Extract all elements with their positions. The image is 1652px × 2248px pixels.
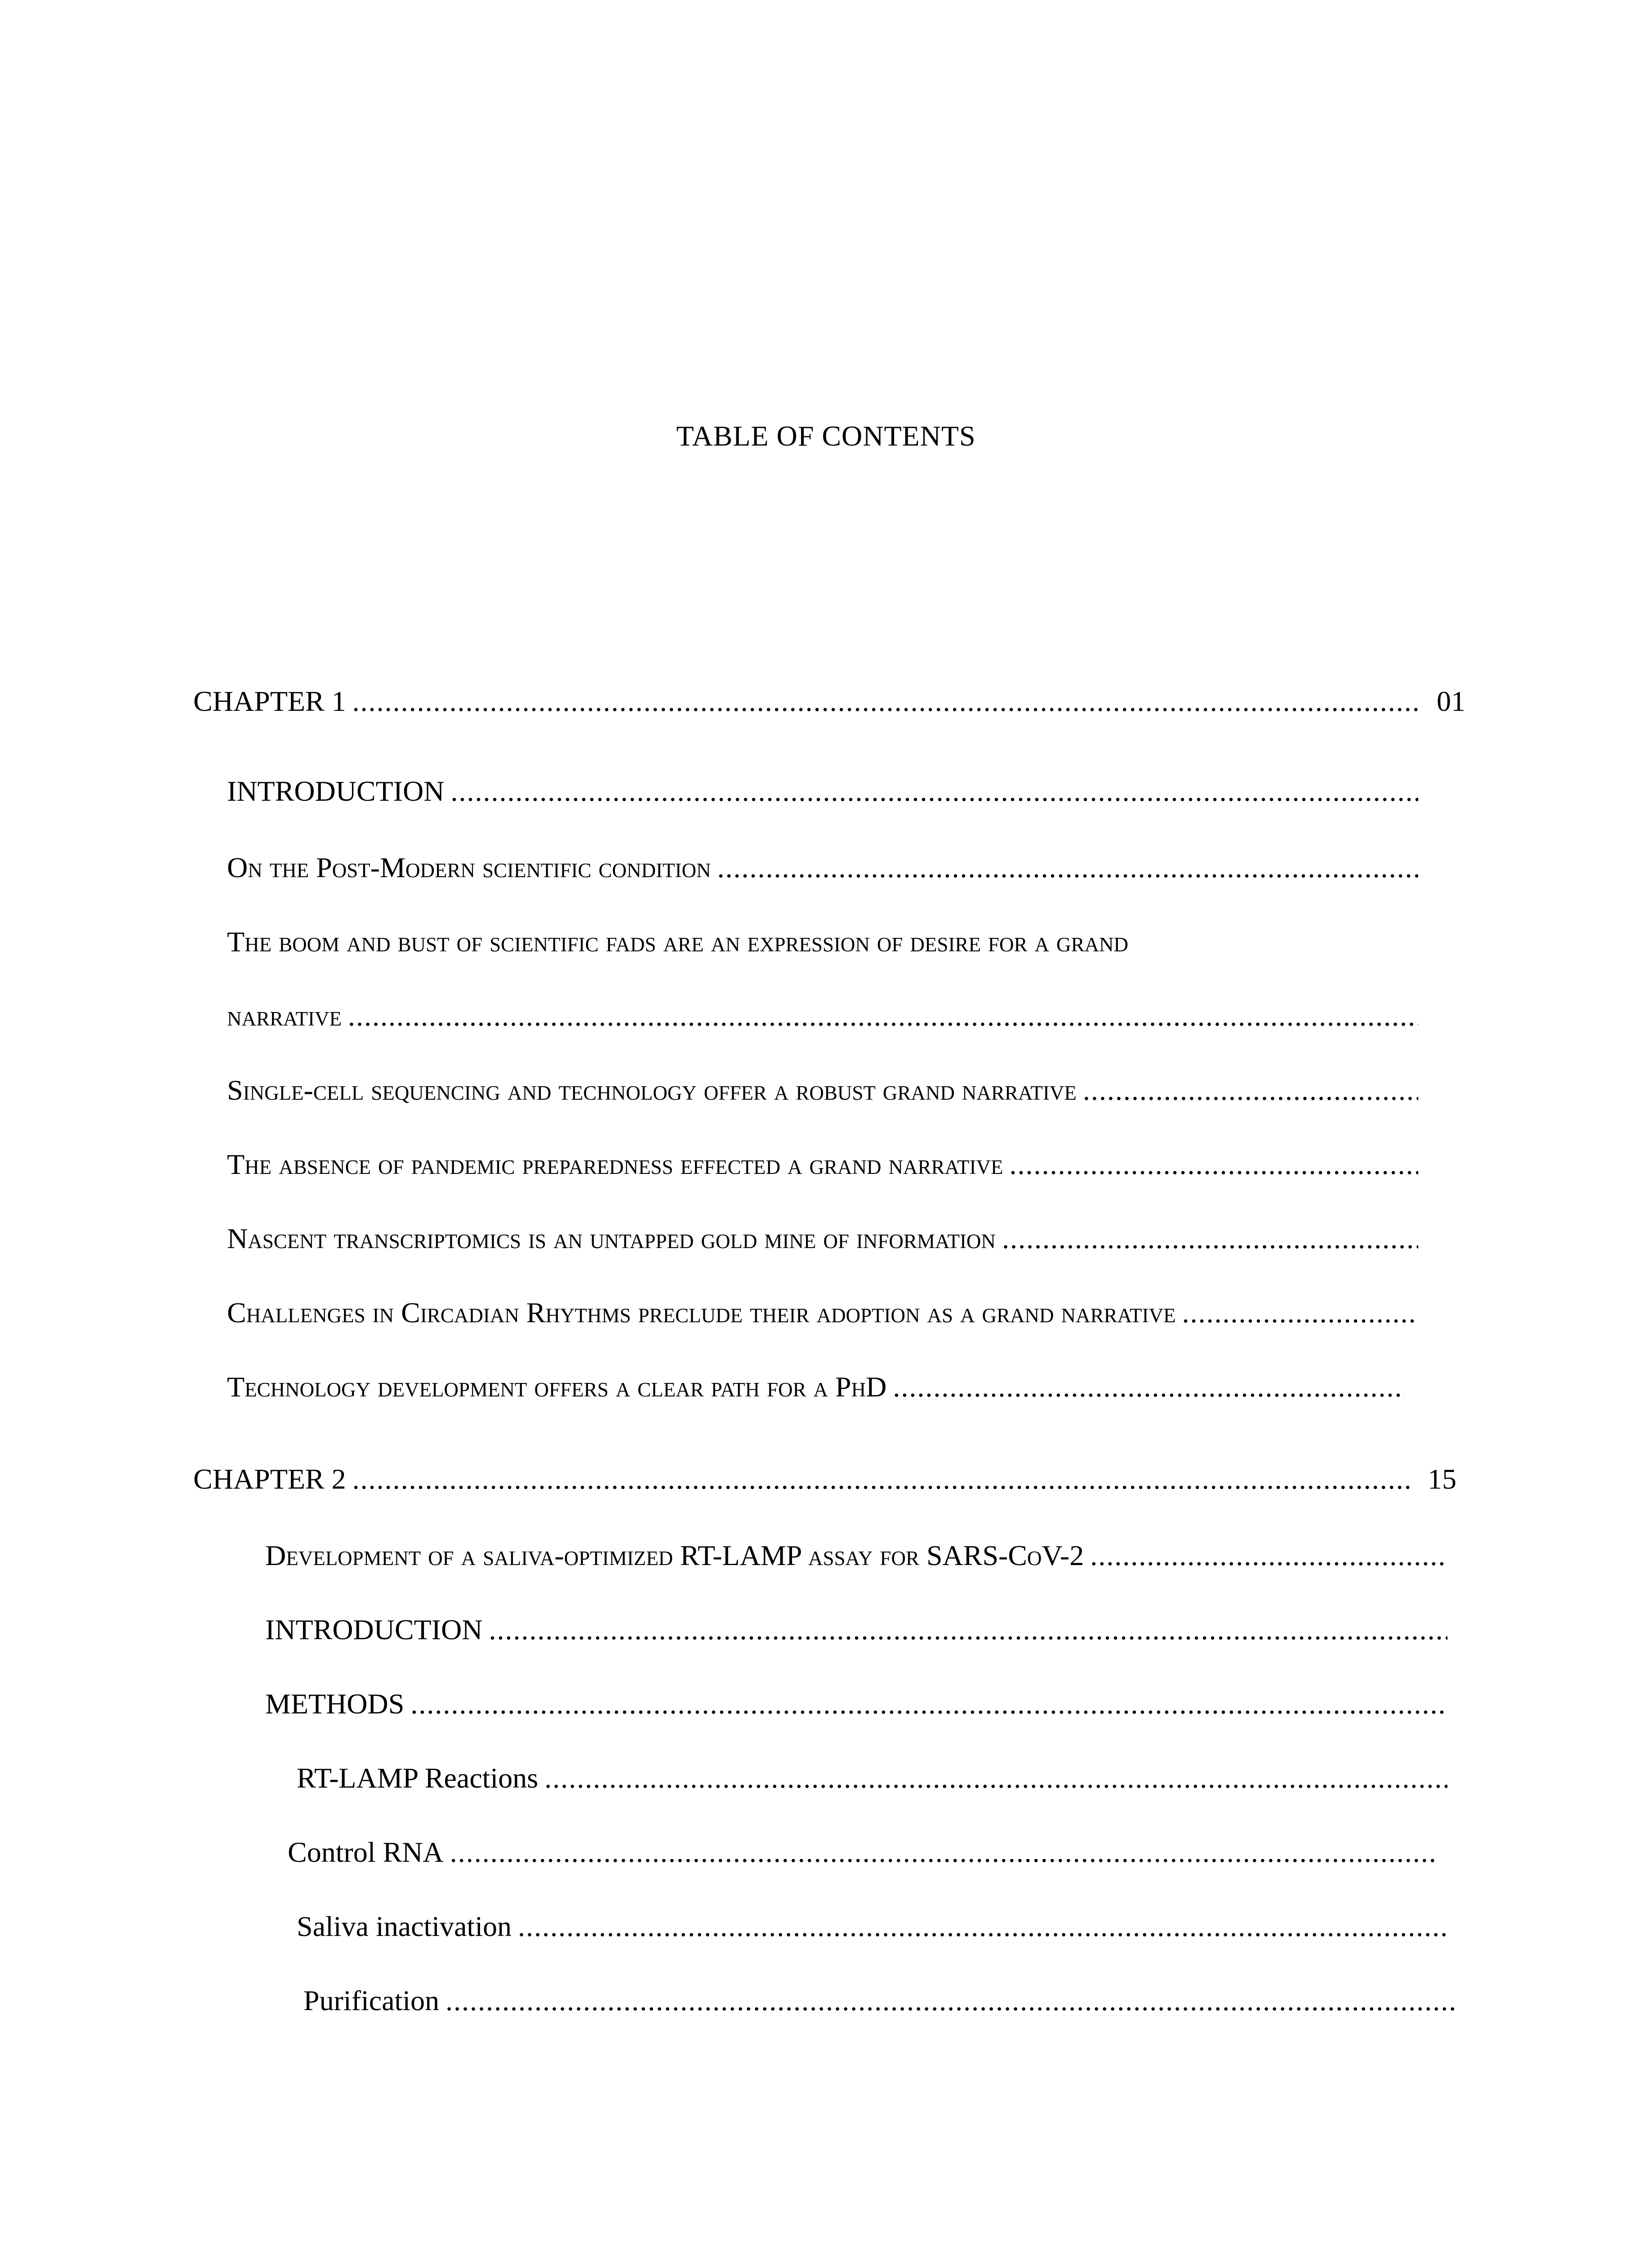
- dot-leader: [445, 1983, 1454, 2019]
- dot-leader: [717, 850, 1418, 886]
- toc-chapter-2[interactable]: [193, 1461, 1456, 1497]
- toc-entry-text: CHAPTER 1: [193, 685, 346, 717]
- toc-entry-text: The absence of pandemic preparedness effected a grand narrative: [227, 1148, 1003, 1180]
- dot-leader: [451, 773, 1419, 809]
- toc-entry-circadian[interactable]: [227, 1295, 1418, 1331]
- toc-entry-text: Development of a saliva-optimized RT-LAMP assay for SARS-CoV-2: [265, 1539, 1084, 1571]
- toc-entry-text: Control RNA: [288, 1836, 444, 1868]
- toc-entry-text: INTRODUCTION: [265, 1614, 483, 1646]
- toc-entry-control-rna[interactable]: [288, 1834, 1438, 1870]
- toc-entry-narrative[interactable]: [227, 998, 1418, 1034]
- toc-entry-single-cell[interactable]: [227, 1072, 1418, 1108]
- toc-entry-pandemic[interactable]: [227, 1146, 1418, 1182]
- toc-entry-purification[interactable]: [303, 1983, 1454, 2019]
- toc-entry-rt-lamp-reactions[interactable]: [297, 1760, 1447, 1796]
- toc-entry-text: Challenges in Circadian Rhythms preclude their adoption as a grand narrative: [227, 1297, 1176, 1329]
- toc-entry-text: RT-LAMP Reactions: [297, 1762, 539, 1794]
- dot-leader: [352, 1461, 1412, 1497]
- toc-entry-saliva-inactivation[interactable]: [297, 1909, 1447, 1945]
- toc-entry-text: METHODS: [265, 1688, 405, 1720]
- dot-leader: [410, 1686, 1447, 1722]
- dot-leader: [893, 1369, 1405, 1405]
- toc-entry-text: CHAPTER 2: [193, 1463, 346, 1495]
- toc-entry-methods[interactable]: [265, 1686, 1447, 1722]
- toc-entry-post-modern[interactable]: [227, 850, 1418, 886]
- toc-entry-nascent[interactable]: [227, 1221, 1418, 1257]
- toc-entry-introduction-ch2[interactable]: [265, 1612, 1447, 1648]
- toc-entry-text: On the Post-Modern scientific condition: [227, 852, 711, 883]
- dot-leader: [450, 1834, 1438, 1870]
- dot-leader: [544, 1760, 1447, 1796]
- toc-chapter-1[interactable]: [193, 683, 1465, 719]
- toc-entry-text: Single-cell sequencing and technology offer a robust grand narrative: [227, 1074, 1077, 1106]
- page-title: TABLE OF CONTENTS: [676, 420, 976, 452]
- dot-leader: [348, 998, 1418, 1034]
- dot-leader: [1002, 1221, 1418, 1257]
- toc-page-number: 15: [1428, 1463, 1456, 1495]
- toc-entry-text: Nascent transcriptomics is an untapped gold mine of information: [227, 1222, 996, 1254]
- toc-entry-technology[interactable]: [227, 1369, 1405, 1405]
- toc-entry-text: Technology development offers a clear path for a PhD: [227, 1371, 887, 1403]
- toc-entry-rt-lamp-assay[interactable]: [265, 1538, 1447, 1574]
- toc-entry-text: The boom and bust of scientific fads are an expression of desire for a grand: [227, 926, 1128, 958]
- dot-leader: [1010, 1146, 1419, 1182]
- dot-leader: [1090, 1538, 1447, 1574]
- toc-page-number: 01: [1437, 685, 1465, 717]
- toc-entry-boom-and-bust[interactable]: [227, 924, 1418, 960]
- toc-entry-text: Purification: [303, 1985, 440, 2016]
- toc-entry-text: narrative: [227, 1000, 342, 1032]
- toc-entry-text: INTRODUCTION: [227, 775, 445, 807]
- dot-leader: [352, 683, 1421, 719]
- dot-leader: [1182, 1295, 1418, 1331]
- dot-leader: [1083, 1072, 1418, 1108]
- toc-entry-text: Saliva inactivation: [297, 1910, 512, 1942]
- dot-leader: [489, 1612, 1448, 1648]
- toc-entry-introduction[interactable]: [227, 773, 1418, 809]
- dot-leader: [518, 1909, 1447, 1945]
